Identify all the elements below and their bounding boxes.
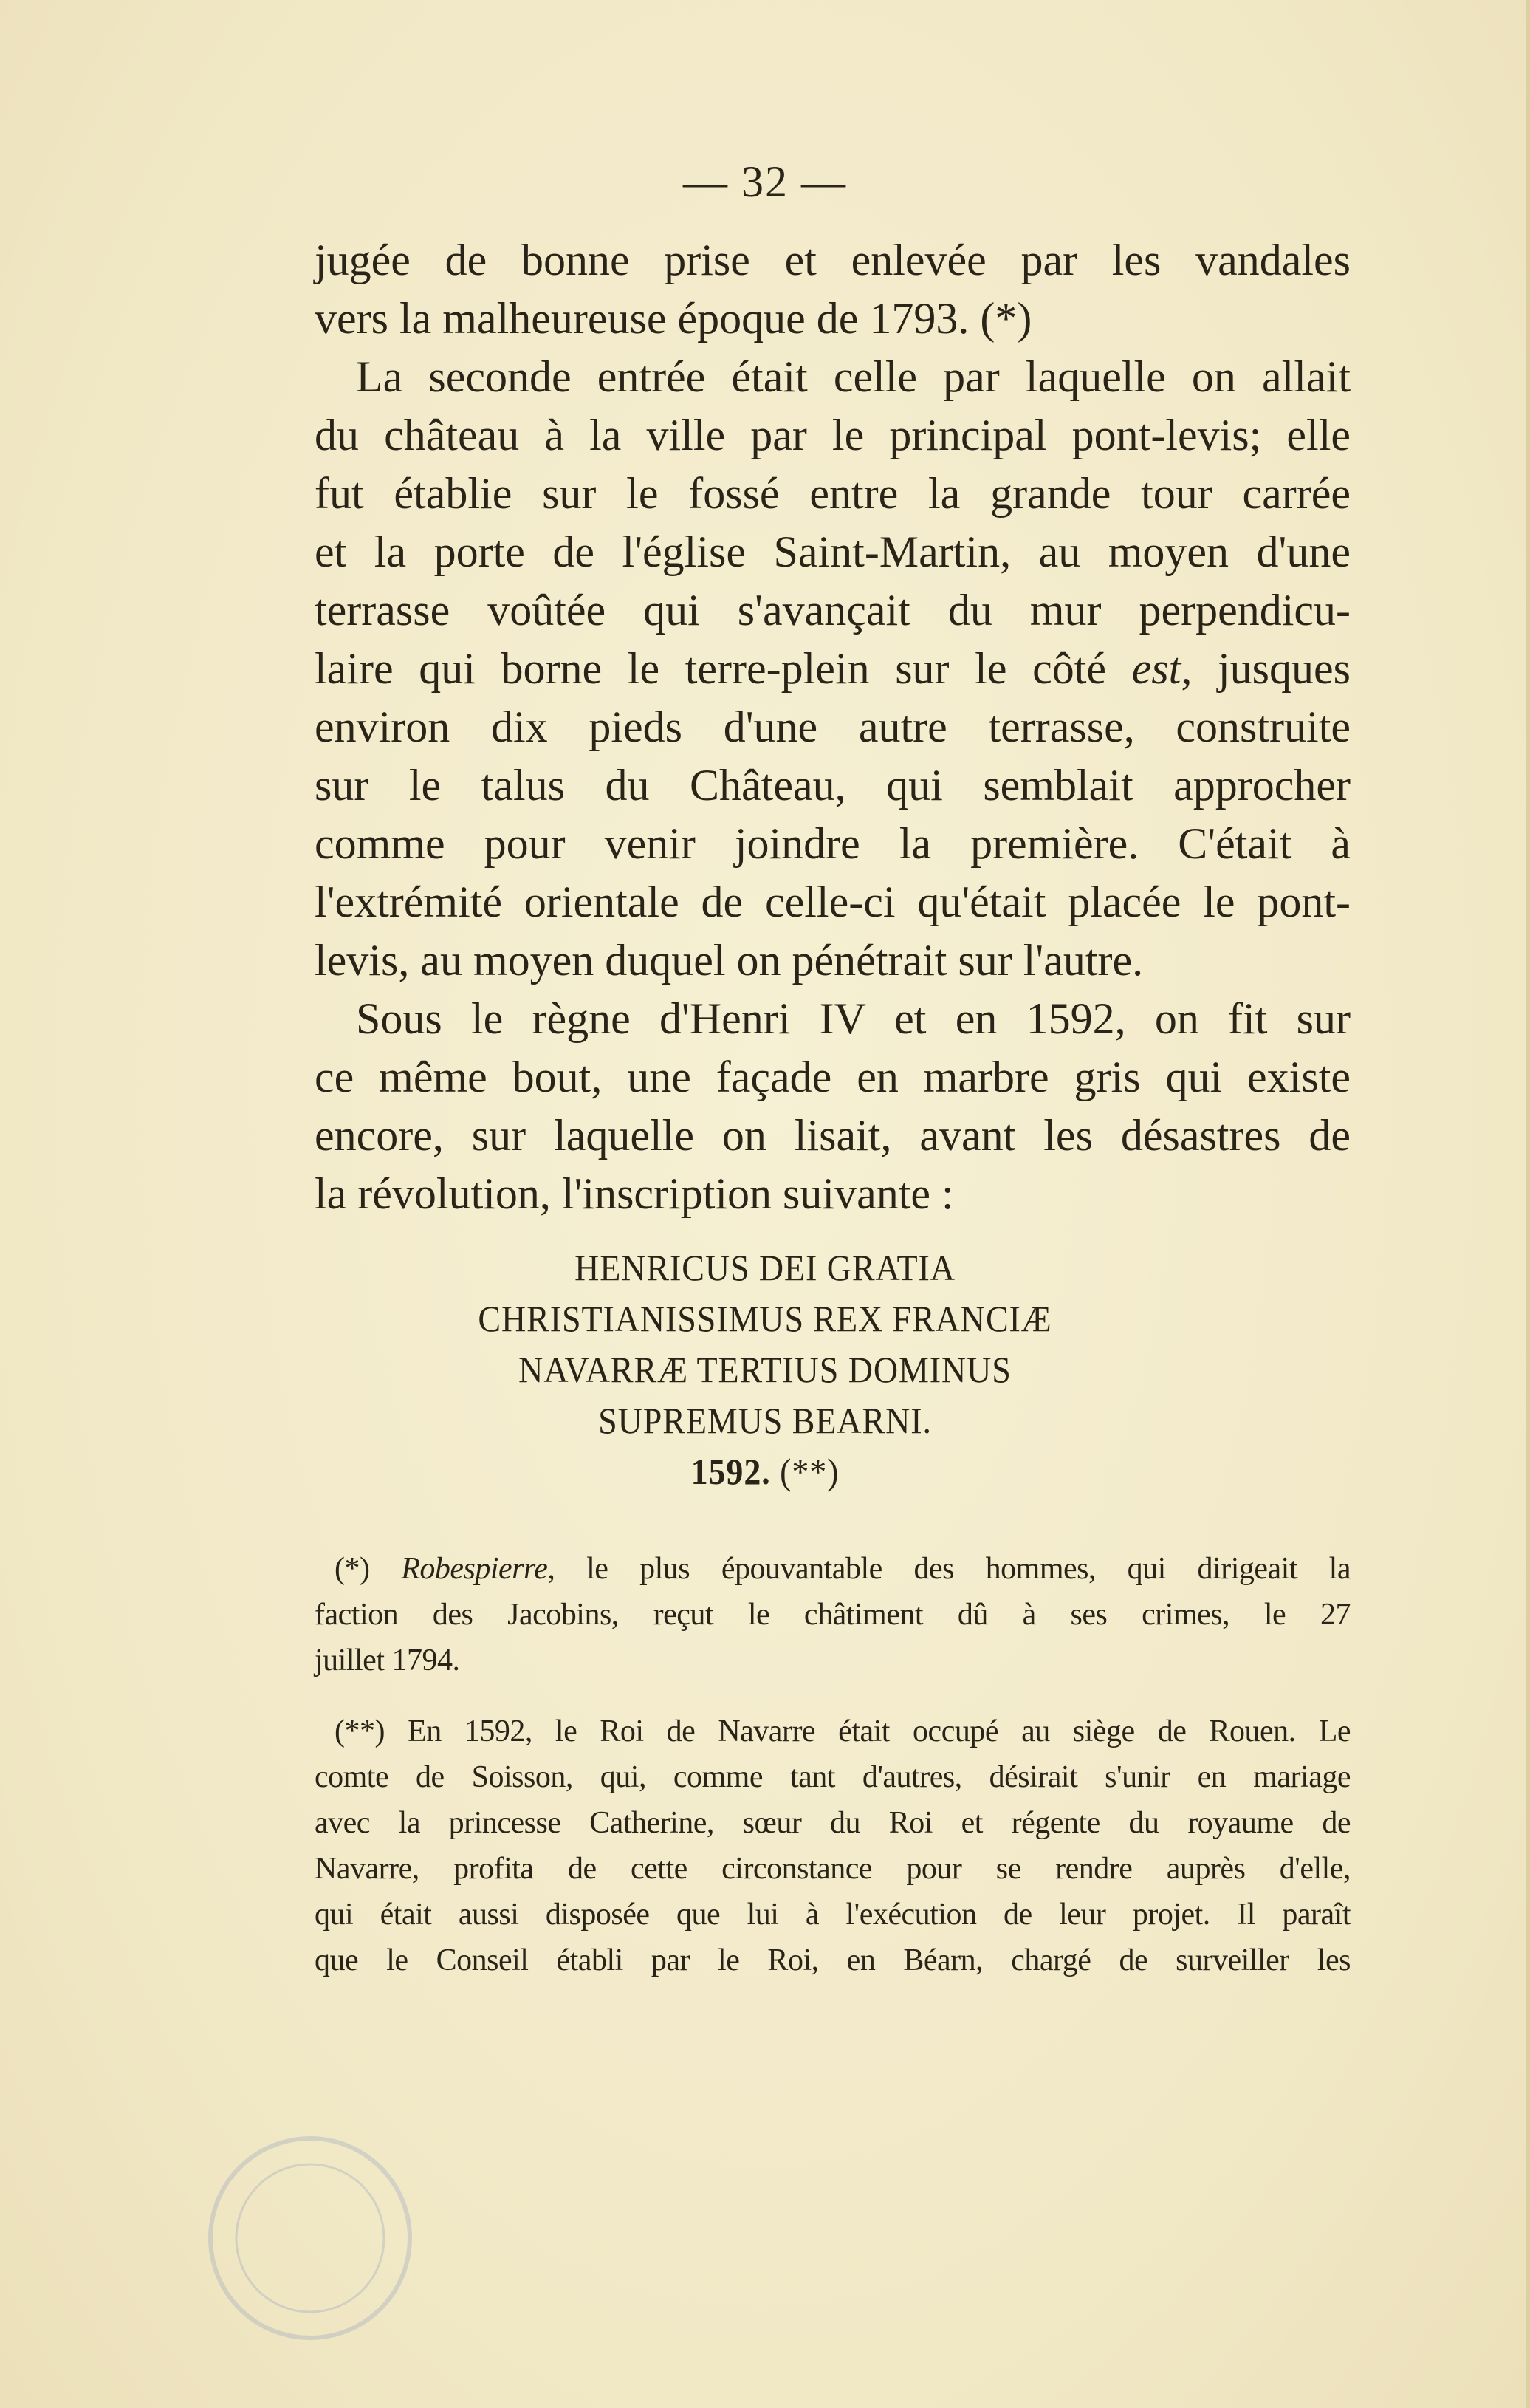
text-line: sur le talus du Château, qui semblait approcher <box>315 761 1351 810</box>
body-text <box>315 231 1351 1223</box>
text-line: du château à la ville par le principal pont-levis; elle <box>315 411 1351 459</box>
page-number: — 32 — <box>683 157 847 206</box>
text-line: comme pour venir joindre la première. C'était à <box>315 819 1351 868</box>
footnotes <box>315 1546 1351 1983</box>
footnote-line: comte de Soisson, qui, comme tant d'autres, désirait s'unir en mariage <box>315 1760 1351 1794</box>
page-edge <box>1526 0 1530 2408</box>
inscription <box>61 1242 1469 1497</box>
text-line: environ dix pieds d'une autre terrasse, construite <box>315 702 1351 751</box>
text-segment: laire qui borne le terre-plein sur le côté <box>315 644 1132 693</box>
italic-name: Robespierre <box>401 1552 548 1586</box>
inscription-line: CHRISTIANISSIMUS REX FRANCIÆ <box>478 1298 1052 1339</box>
inscription-line: NAVARRÆ TERTIUS DOMINUS <box>518 1349 1012 1390</box>
text-line: terrasse voûtée qui s'avançait du mur perpendicu- <box>315 586 1351 635</box>
inscription-line: HENRICUS DEI GRATIA <box>574 1247 956 1288</box>
inscription-year: 1592. <box>690 1451 771 1492</box>
footnote-line: qui était aussi disposée que lui à l'exécution de leur projet. Il paraît <box>315 1898 1351 1932</box>
text-line: Sous le règne d'Henri IV et en 1592, on fit sur <box>356 994 1351 1043</box>
text-line: et la porte de l'église Saint-Martin, au moyen d'une <box>315 527 1351 576</box>
inscription-line: SUPREMUS BEARNI. <box>598 1400 932 1441</box>
footnote-marker: (*) <box>335 1552 402 1586</box>
footnote-line: juillet 1794. <box>315 1643 460 1677</box>
footnote-line: avec la princesse Catherine, sœur du Roi et régente du royaume de <box>315 1806 1351 1840</box>
text-line: levis, au moyen duquel on pénétrait sur l'autre. <box>315 936 1144 985</box>
text-line: fut établie sur le fossé entre la grande tour carrée <box>315 469 1351 518</box>
footnote-ref: (**) <box>780 1451 840 1492</box>
footnote-line: (**) En 1592, le Roi de Navarre était occupé au siège de Rouen. Le <box>335 1714 1351 1748</box>
footnote-line: Navarre, profita de cette circonstance pour se rendre auprès d'elle, <box>315 1852 1351 1886</box>
text-line: vers la malheureuse époque de 1793. (*) <box>315 294 1032 343</box>
text-line <box>315 640 1351 698</box>
text-segment: , le plus épouvantable des hommes, qui dirigeait la <box>547 1552 1351 1586</box>
text-line: ce même bout, une façade en marbre gris qui existe <box>315 1053 1351 1101</box>
text-line: encore, sur laquelle on lisait, avant les désastres de <box>315 1111 1351 1160</box>
text-line: La seconde entrée était celle par laquelle on allait <box>356 352 1351 401</box>
text-segment: , jusques <box>1181 644 1351 693</box>
text-line: jugée de bonne prise et enlevée par les vandales <box>315 236 1351 284</box>
library-stamp-icon <box>199 2127 421 2349</box>
inscription-date <box>61 1446 1469 1497</box>
text-line: la révolution, l'inscription suivante : <box>315 1169 954 1218</box>
italic-word: est <box>1131 644 1181 693</box>
text-line: l'extrémité orientale de celle-ci qu'était placée le pont- <box>315 878 1351 926</box>
footnote-line: que le Conseil établi par le Roi, en Béarn, chargé de surveiller les <box>315 1943 1351 1977</box>
footnote-line: faction des Jacobins, reçut le châtiment dû à ses crimes, le 27 <box>315 1598 1351 1632</box>
footnote-line <box>315 1546 1351 1592</box>
